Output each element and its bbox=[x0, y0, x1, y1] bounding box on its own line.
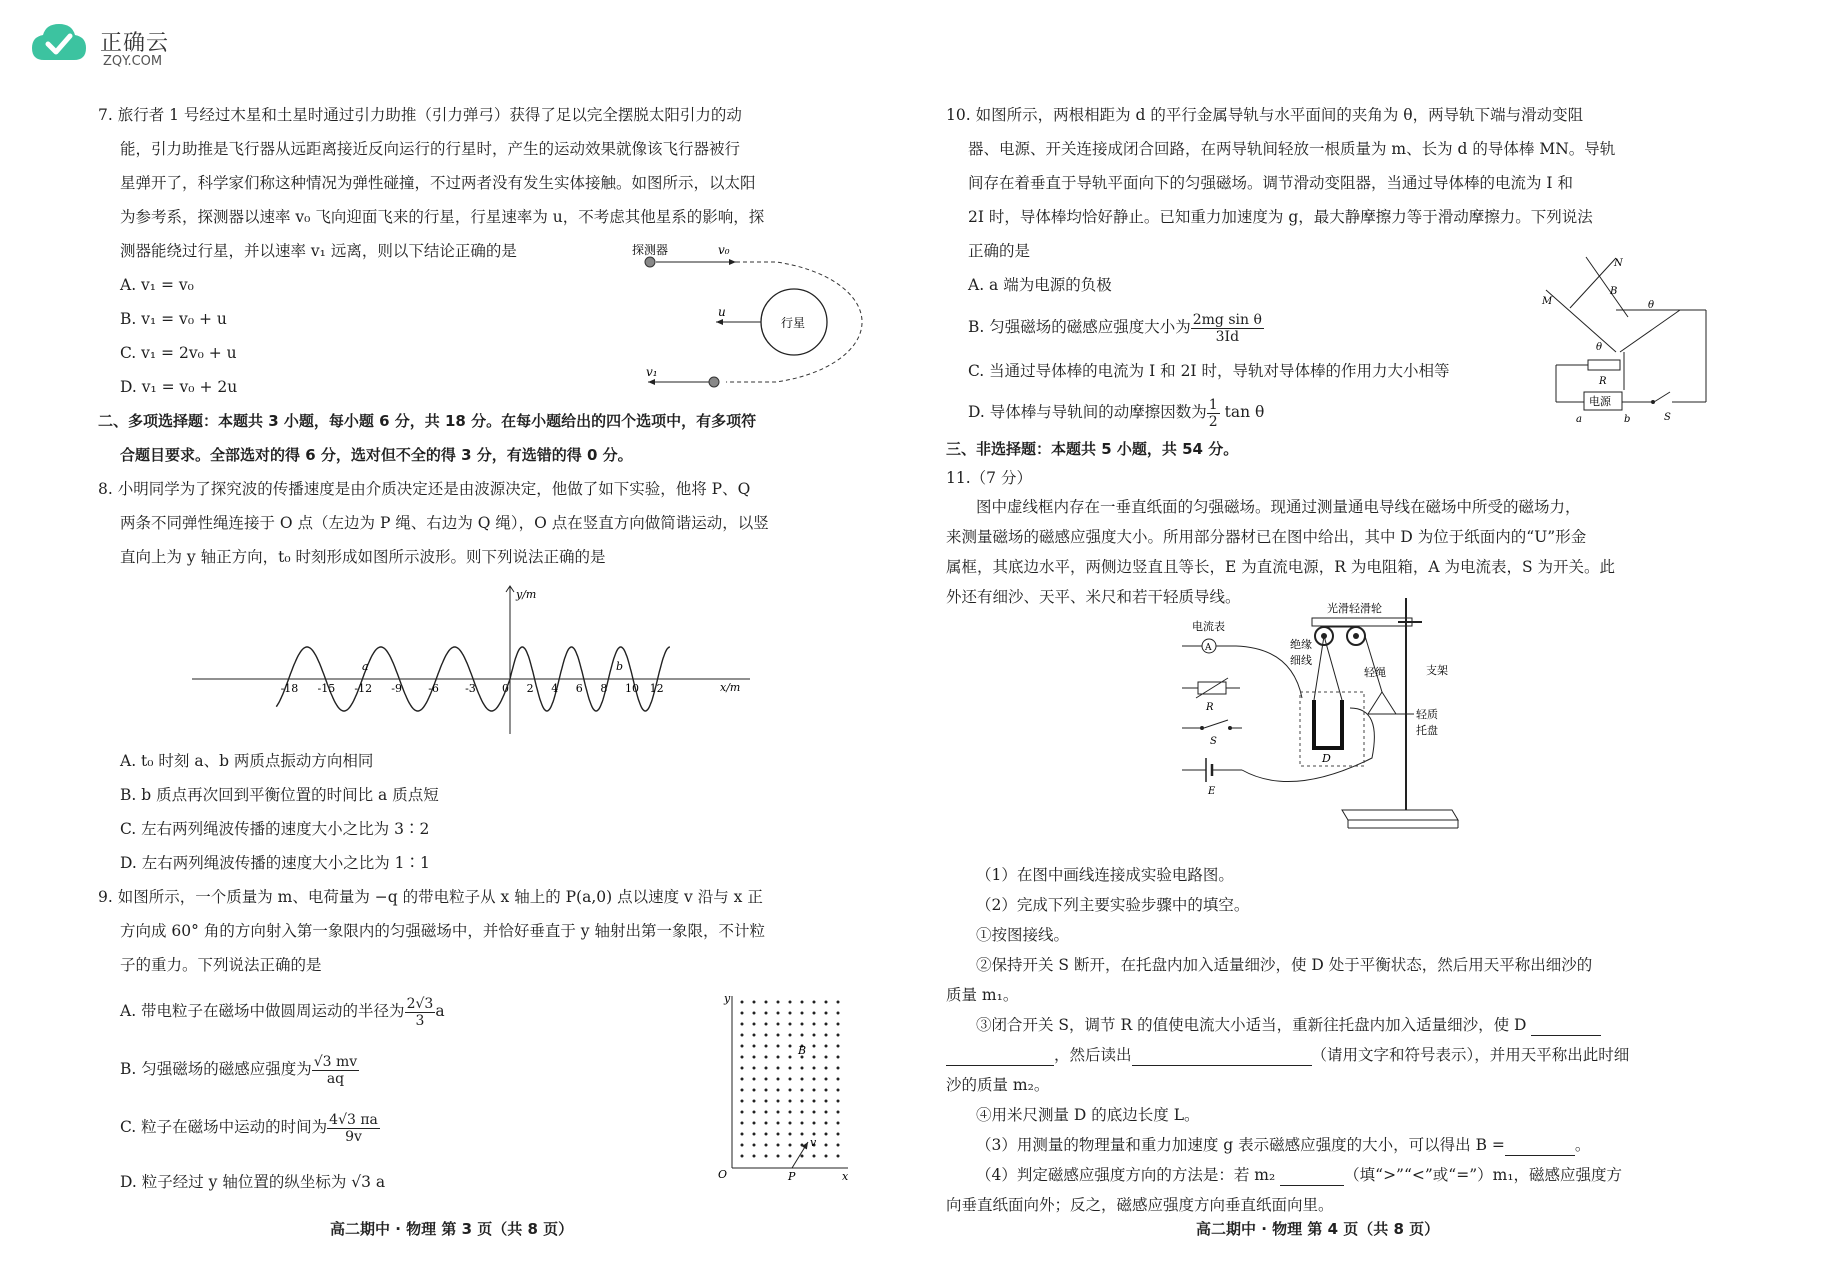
field-dot bbox=[801, 1111, 804, 1114]
field-dot bbox=[765, 1034, 768, 1037]
q8-line: 直向上为 y 轴正方向，t₀ 时刻形成如图所示波形。则下列说法正确的是 bbox=[120, 548, 606, 566]
field-dot bbox=[753, 1012, 756, 1015]
fraction-numerator: 1 bbox=[1208, 396, 1218, 413]
field-dot bbox=[765, 1078, 768, 1081]
q9-origin-label: O bbox=[718, 1168, 728, 1181]
x-tick-label: -18 bbox=[280, 682, 299, 695]
q7-option-a: A. v₁ = v₀ bbox=[120, 276, 194, 294]
q10-option-a: A. a 端为电源的负极 bbox=[968, 276, 1112, 294]
field-dot bbox=[801, 1144, 804, 1147]
field-dot bbox=[777, 1144, 780, 1147]
pulley-bar bbox=[1312, 618, 1412, 626]
field-dot bbox=[777, 1078, 780, 1081]
field-dot bbox=[837, 1111, 840, 1114]
field-dot bbox=[741, 1034, 744, 1037]
ammeter-a-label: A bbox=[1205, 643, 1212, 653]
field-dot bbox=[753, 1144, 756, 1147]
fraction-numerator: 2mg sin θ bbox=[1192, 311, 1262, 328]
field-dot bbox=[741, 1056, 744, 1059]
r-label: R bbox=[1206, 702, 1214, 713]
field-dot bbox=[813, 1001, 816, 1004]
field-dot bbox=[801, 1067, 804, 1070]
switch-s bbox=[1654, 392, 1670, 402]
field-dot bbox=[753, 1078, 756, 1081]
field-dot bbox=[753, 1023, 756, 1026]
pulley-axle bbox=[1353, 633, 1359, 639]
field-dot bbox=[765, 1144, 768, 1147]
answer-blank[interactable] bbox=[946, 1047, 1054, 1066]
field-dot bbox=[813, 1078, 816, 1081]
answer-blank[interactable] bbox=[1505, 1137, 1575, 1156]
field-dot bbox=[813, 1056, 816, 1059]
answer-blank[interactable] bbox=[1132, 1047, 1312, 1066]
field-dot bbox=[801, 1100, 804, 1103]
field-dot bbox=[741, 1144, 744, 1147]
field-dot bbox=[753, 1122, 756, 1125]
field-dot bbox=[765, 1100, 768, 1103]
field-dot bbox=[801, 1001, 804, 1004]
fraction-denominator: 9v bbox=[345, 1128, 362, 1145]
field-dot bbox=[801, 1012, 804, 1015]
field-dot bbox=[837, 1012, 840, 1015]
s-label: S bbox=[1664, 412, 1671, 423]
field-dot bbox=[801, 1155, 804, 1158]
q10-line: 2I 时，导体棒均恰好静止。已知重力加速度为 g，最大静摩擦力等于滑动摩擦力。下列说法 bbox=[968, 208, 1593, 226]
field-dot bbox=[753, 1133, 756, 1136]
field-dot bbox=[825, 1034, 828, 1037]
field-dot bbox=[837, 1023, 840, 1026]
q11-step-4: ④用米尺测量 D 的底边长度 L。 bbox=[976, 1106, 1200, 1124]
fraction-numerator: 4√3 πa bbox=[329, 1111, 378, 1128]
x-axis-label: x/m bbox=[720, 681, 741, 694]
q11-intro: 图中虚线框内存在一垂直纸面的匀强磁场。现通过测量通电导线在磁场中所受的磁场力， bbox=[976, 498, 1581, 516]
q11-intro: 属框，其底边水平，两侧边竖直且等长，E 为直流电源，R 为电阻箱，A 为电流表，S 为开关。此 bbox=[946, 558, 1616, 576]
section-2-heading-line2: 合题目要求。全部选对的得 6 分，选对但不全的得 3 分，有选错的得 0 分。 bbox=[120, 446, 633, 464]
field-dot bbox=[789, 1144, 792, 1147]
field-dot bbox=[825, 1122, 828, 1125]
q9-option-c-fraction bbox=[327, 1112, 380, 1145]
field-dot bbox=[813, 1012, 816, 1015]
field-dot bbox=[765, 1001, 768, 1004]
field-dot bbox=[777, 1133, 780, 1136]
insulated-label: 绝缘 bbox=[1290, 638, 1312, 651]
field-dot bbox=[825, 1067, 828, 1070]
q7-slingshot-diagram bbox=[626, 236, 866, 394]
field-dot bbox=[789, 1056, 792, 1059]
q8-line: 8. 小明同学为了探究波的传播速度是由介质决定还是由波源决定，他做了如下实验，他将 P、Q bbox=[98, 480, 751, 498]
field-dot bbox=[837, 1034, 840, 1037]
x-tick-label: -6 bbox=[428, 682, 439, 695]
answer-blank[interactable] bbox=[1531, 1017, 1601, 1036]
field-dot bbox=[825, 1100, 828, 1103]
rail-left bbox=[1546, 290, 1616, 352]
field-dot bbox=[753, 1089, 756, 1092]
field-dot bbox=[753, 1155, 756, 1158]
field-dot bbox=[765, 1111, 768, 1114]
field-dot bbox=[741, 1100, 744, 1103]
field-dot bbox=[789, 1045, 792, 1048]
q9-option-a-tail: a bbox=[435, 1002, 445, 1020]
field-dot bbox=[741, 1045, 744, 1048]
rail-right bbox=[1620, 310, 1680, 352]
point-b-label: b bbox=[616, 660, 624, 673]
q8-option-b: B. b 质点再次回到平衡位置的时间比 a 质点短 bbox=[120, 786, 439, 804]
x-tick-label: 12 bbox=[649, 682, 664, 695]
origin-label: 0 bbox=[502, 682, 509, 695]
logo-domain: ZQY.COM bbox=[103, 54, 163, 69]
q11-part-1: （1）在图中画线连接成实验电路图。 bbox=[976, 866, 1234, 884]
stand-base bbox=[1342, 810, 1458, 820]
d-label: D bbox=[1322, 752, 1331, 765]
field-dot bbox=[825, 1078, 828, 1081]
field-dot bbox=[837, 1001, 840, 1004]
field-dot bbox=[789, 1111, 792, 1114]
q9-magnetic-field-diagram bbox=[712, 990, 857, 1182]
tray bbox=[1368, 692, 1396, 714]
field-dot bbox=[741, 1067, 744, 1070]
fraction-denominator: 3 bbox=[415, 1012, 425, 1029]
q9-option-a-text: A. 带电粒子在磁场中做圆周运动的半径为 bbox=[120, 1002, 405, 1020]
q9-p-label: P bbox=[788, 1170, 796, 1182]
probe-start-dot bbox=[645, 257, 655, 267]
v0-label: v₀ bbox=[718, 243, 730, 257]
field-dot bbox=[813, 1067, 816, 1070]
tray-label-1: 轻质 bbox=[1416, 708, 1438, 721]
q11-step-3-end: 沙的质量 m₂。 bbox=[946, 1076, 1050, 1094]
q11-step-2: ②保持开关 S 断开，在托盘内加入适量细沙，使 D 处于平衡状态，然后用天平称出细沙的 bbox=[976, 956, 1593, 974]
field-dot bbox=[777, 1001, 780, 1004]
x-tick-label: 2 bbox=[526, 682, 534, 695]
e-label: E bbox=[1208, 786, 1216, 797]
x-tick-label: -3 bbox=[465, 682, 476, 695]
b-label: B bbox=[1610, 286, 1618, 297]
field-dot bbox=[801, 1023, 804, 1026]
q10-option-c: C. 当通过导体棒的电流为 I 和 2I 时，导轨对导体棒的作用力大小相等 bbox=[968, 362, 1450, 380]
q11-intro: 来测量磁场的磁感应强度大小。所用部分器材已在图中给出，其中 D 为位于纸面内的“U”形金 bbox=[946, 528, 1587, 546]
field-dot bbox=[789, 1122, 792, 1125]
q8-option-a: A. t₀ 时刻 a、b 两质点振动方向相同 bbox=[120, 752, 374, 770]
question-11 bbox=[946, 464, 1696, 1220]
x-tick-label: 4 bbox=[551, 682, 559, 695]
page-footer-right: 高二期中 · 物理 第 4 页（共 8 页） bbox=[1196, 1220, 1440, 1238]
q11-step-3 bbox=[946, 1010, 1696, 1040]
field-dot bbox=[801, 1089, 804, 1092]
q10-line: 器、电源、开关连接成闭合回路，在两导轨间轻放一根质量为 m、长为 d 的导体棒 MN。导轨 bbox=[968, 140, 1616, 158]
field-dot bbox=[825, 1023, 828, 1026]
field-dot bbox=[741, 1023, 744, 1026]
switch-contact bbox=[1228, 726, 1232, 730]
x-tick-label: -15 bbox=[317, 682, 336, 695]
field-dot bbox=[825, 1056, 828, 1059]
q9-option-a-fraction bbox=[405, 996, 436, 1029]
field-dot bbox=[777, 1045, 780, 1048]
fraction-denominator: aq bbox=[326, 1070, 345, 1087]
field-dot bbox=[801, 1122, 804, 1125]
field-dot bbox=[813, 1089, 816, 1092]
q7-line: 7. 旅行者 1 号经过木星和土星时通过引力助推（引力弹弓）获得了足以完全摆脱太阳引力的动 bbox=[98, 106, 742, 124]
logo-icon bbox=[30, 20, 88, 68]
probe-label: 探测器 bbox=[632, 243, 669, 257]
q11-part-4-text: （4）判定磁感应强度方向的方法是：若 m₂ bbox=[976, 1166, 1276, 1184]
q8-wave-graph bbox=[190, 584, 750, 739]
q9-option-c-text: C. 粒子在磁场中运动的时间为 bbox=[120, 1118, 328, 1136]
q11-step-3-tail: （请用文字和符号表示），并用天平称出此时细 bbox=[1311, 1046, 1630, 1064]
field-dot bbox=[765, 1122, 768, 1125]
q11-part-3-text: （3）用测量的物理量和重力加速度 g 表示磁感应强度的大小，可以得出 B = bbox=[976, 1136, 1505, 1154]
q10-option-d-tail: tan θ bbox=[1224, 403, 1265, 421]
m-label: M bbox=[1542, 296, 1553, 307]
field-dot bbox=[789, 1089, 792, 1092]
field-dot bbox=[777, 1023, 780, 1026]
q7-option-b: B. v₁ = v₀ + u bbox=[120, 310, 227, 328]
r-label: R bbox=[1599, 376, 1607, 387]
q7-line: 星弹开了，科学家们称这种情况为弹性碰撞，不过两者没有发生实体接触。如图所示，以太阳 bbox=[120, 174, 756, 192]
q9-x-label: x bbox=[842, 1170, 849, 1182]
field-dot bbox=[777, 1100, 780, 1103]
q11-head: 11.（7 分） bbox=[946, 469, 1032, 487]
field-dot bbox=[753, 1056, 756, 1059]
field-dot bbox=[825, 1111, 828, 1114]
switch-s bbox=[1204, 720, 1228, 728]
field-dot bbox=[789, 1023, 792, 1026]
field-dot bbox=[741, 1122, 744, 1125]
q10-line: 间存在着垂直于导轨平面向下的匀强磁场。调节滑动变阻器，当通过导体棒的电流为 I 和 bbox=[968, 174, 1573, 192]
q9-line: 子的重力。下列说法正确的是 bbox=[120, 956, 322, 974]
q7-line: 测器能绕过行星，并以速率 v₁ 远离，则以下结论正确的是 bbox=[120, 242, 517, 260]
q9-v-label: v bbox=[810, 1136, 817, 1149]
field-dot bbox=[789, 1133, 792, 1136]
field-dot bbox=[741, 1078, 744, 1081]
q9-b-label: B bbox=[798, 1044, 807, 1057]
field-dot bbox=[789, 1155, 792, 1158]
q10-rail-circuit-diagram bbox=[1536, 252, 1716, 432]
q7-line: 为参考系，探测器以速率 v₀ 飞向迎面飞来的行星，行星速率为 u，不考虑其他星系的影响，探 bbox=[120, 208, 765, 226]
x-tick-label: -9 bbox=[391, 682, 403, 695]
theta-bottom-label: θ bbox=[1596, 342, 1603, 353]
rope bbox=[1365, 636, 1382, 692]
field-dot bbox=[813, 1111, 816, 1114]
field-dot bbox=[801, 1078, 804, 1081]
q11-step-3-mid: ，然后读出 bbox=[1054, 1046, 1132, 1064]
rail-cross bbox=[1570, 258, 1616, 308]
answer-blank[interactable] bbox=[1280, 1167, 1344, 1186]
field-dot bbox=[765, 1133, 768, 1136]
field-dot bbox=[777, 1067, 780, 1070]
ammeter-label: 电流表 bbox=[1192, 620, 1225, 633]
switch-pivot bbox=[1200, 726, 1204, 730]
q8-option-c: C. 左右两列绳波传播的速度大小之比为 3∶2 bbox=[120, 820, 430, 838]
q9-line: 方向成 60° 角的方向射入第一象限内的匀强磁场中，并恰好垂直于 y 轴射出第一象限，不计粒 bbox=[120, 922, 765, 940]
field-dot bbox=[813, 1023, 816, 1026]
x-tick-label: 6 bbox=[575, 682, 583, 695]
q11-step-2-cont: 质量 m₁。 bbox=[946, 986, 1019, 1004]
q10-line: 正确的是 bbox=[968, 242, 1031, 260]
field-dot bbox=[837, 1133, 840, 1136]
source-label: 电源 bbox=[1589, 395, 1611, 408]
fraction-numerator: √3 mv bbox=[313, 1053, 358, 1070]
lead-wire bbox=[1242, 708, 1374, 782]
page-footer-left: 高二期中 · 物理 第 3 页（共 8 页） bbox=[330, 1220, 574, 1238]
field-dot bbox=[813, 1100, 816, 1103]
logo-text: 正确云 bbox=[100, 31, 170, 56]
field-dot bbox=[741, 1012, 744, 1015]
y-axis-label: y/m bbox=[516, 588, 537, 601]
field-dot bbox=[741, 1155, 744, 1158]
field-dot bbox=[789, 1078, 792, 1081]
q10-option-b-text: B. 匀强磁场的磁感应强度大小为 bbox=[968, 318, 1191, 336]
q8-line: 两条不同弹性绳连接于 O 点（左边为 P 绳、右边为 Q 绳），O 点在竖直方向做简谐运动，以竖 bbox=[120, 514, 769, 532]
b-terminal-label: b bbox=[1624, 414, 1631, 425]
magnetic-field-box bbox=[1300, 692, 1364, 766]
q10-option-d-fraction bbox=[1207, 397, 1220, 430]
field-dot bbox=[753, 1111, 756, 1114]
u-frame-d bbox=[1314, 700, 1342, 748]
q11-part-4-mid: （填“>”“<”或“=”）m₁，磁感应强度方 bbox=[1344, 1166, 1623, 1184]
point-a-label: a bbox=[362, 660, 369, 673]
field-dot bbox=[765, 1012, 768, 1015]
field-dot bbox=[777, 1056, 780, 1059]
q9-y-label: y bbox=[724, 992, 731, 1005]
q11-part-3-end: 。 bbox=[1574, 1136, 1591, 1154]
field-dot bbox=[753, 1067, 756, 1070]
q7-option-d: D. v₁ = v₀ + 2u bbox=[120, 378, 238, 396]
q11-part-3 bbox=[946, 1130, 1696, 1160]
q11-part-2: （2）完成下列主要实验步骤中的填空。 bbox=[976, 896, 1250, 914]
field-dot bbox=[741, 1111, 744, 1114]
field-dot bbox=[789, 1012, 792, 1015]
field-dot bbox=[777, 1111, 780, 1114]
q9-option-b-text: B. 匀强磁场的磁感应强度为 bbox=[120, 1060, 312, 1078]
field-dot bbox=[837, 1089, 840, 1092]
field-dot bbox=[837, 1100, 840, 1103]
switch-pivot bbox=[1651, 400, 1655, 404]
field-dot bbox=[825, 1045, 828, 1048]
q7-line: 能，引力助推是飞行器从远距离接近反向运行的行星时，产生的运动效果就像该飞行器被行 bbox=[120, 140, 741, 158]
field-dot bbox=[765, 1045, 768, 1048]
q10-option-d-text: D. 导体棒与导轨间的动摩擦因数为 bbox=[968, 403, 1207, 421]
field-dot bbox=[765, 1023, 768, 1026]
field-dot bbox=[765, 1056, 768, 1059]
q9-velocity-arrow bbox=[792, 1142, 808, 1168]
field-dot bbox=[789, 1034, 792, 1037]
section-3-heading: 三、非选择题：本题共 5 小题，共 54 分。 bbox=[946, 440, 1239, 458]
x-tick-label: -12 bbox=[354, 682, 373, 695]
field-dot bbox=[801, 1133, 804, 1136]
tick-labels bbox=[281, 682, 664, 695]
pulley-label: 光滑轻滑轮 bbox=[1327, 602, 1382, 615]
field-dot bbox=[801, 1034, 804, 1037]
s-label: S bbox=[1210, 736, 1217, 747]
field-dot bbox=[753, 1034, 756, 1037]
field-dot bbox=[825, 1089, 828, 1092]
field-dot bbox=[825, 1155, 828, 1158]
q11-apparatus-diagram bbox=[1182, 588, 1482, 838]
fraction-numerator: 2√3 bbox=[406, 995, 434, 1012]
v1-label: v₁ bbox=[646, 365, 658, 379]
field-dot bbox=[765, 1067, 768, 1070]
rheostat-arrow bbox=[1196, 678, 1228, 698]
probe-end-dot bbox=[709, 377, 719, 387]
field-dot bbox=[813, 1155, 816, 1158]
field-dot bbox=[813, 1045, 816, 1048]
field-dot bbox=[777, 1155, 780, 1158]
section-2-heading-line1: 二、多项选择题：本题共 3 小题，每小题 6 分，共 18 分。在每小题给出的四个选项中，有多项符 bbox=[98, 412, 757, 430]
field-dot bbox=[837, 1144, 840, 1147]
field-dot bbox=[813, 1122, 816, 1125]
field-dot bbox=[789, 1100, 792, 1103]
field-dot bbox=[837, 1045, 840, 1048]
field-dot bbox=[753, 1100, 756, 1103]
tray-label-2: 托盘 bbox=[1416, 724, 1438, 737]
field-dot bbox=[777, 1089, 780, 1092]
q11-part-4-cont: 向垂直纸面向外；反之，磁感应强度方向垂直纸面向里。 bbox=[946, 1196, 1334, 1214]
field-dot bbox=[837, 1078, 840, 1081]
q9-option-b-fraction bbox=[312, 1054, 359, 1087]
a-terminal-label: a bbox=[1576, 414, 1582, 425]
planet-label: 行星 bbox=[781, 316, 806, 330]
q11-part-4 bbox=[946, 1160, 1696, 1190]
x-tick-label: 10 bbox=[625, 682, 639, 695]
field-dot bbox=[825, 1144, 828, 1147]
field-dot bbox=[825, 1133, 828, 1136]
q10-line: 10. 如图所示，两根相距为 d 的平行金属导轨与水平面间的夹角为 θ，两导轨下端与滑动变阻 bbox=[946, 106, 1584, 124]
field-dot bbox=[813, 1034, 816, 1037]
theta-top-label: θ bbox=[1648, 300, 1655, 311]
field-dot bbox=[765, 1155, 768, 1158]
q11-step-3-cont bbox=[946, 1040, 1696, 1070]
field-dot bbox=[825, 1012, 828, 1015]
stand-label: 支架 bbox=[1426, 664, 1448, 677]
field-dot bbox=[777, 1012, 780, 1015]
field-dot bbox=[837, 1155, 840, 1158]
fraction-denominator: 3Id bbox=[1215, 328, 1240, 345]
q7-option-c: C. v₁ = 2v₀ + u bbox=[120, 344, 237, 362]
q10-option-b-fraction bbox=[1191, 312, 1264, 345]
field-dot bbox=[753, 1001, 756, 1004]
q8-option-d: D. 左右两列绳波传播的速度大小之比为 1∶1 bbox=[120, 854, 430, 872]
field-dot bbox=[753, 1045, 756, 1048]
q11-intro: 外还有细沙、天平、米尺和若干轻质导线。 bbox=[946, 588, 1241, 606]
resistor-r bbox=[1588, 360, 1620, 370]
x-tick-label: 8 bbox=[600, 682, 608, 695]
magnetic-field-dots bbox=[741, 1001, 840, 1158]
q11-step-3-text: ③闭合开关 S，调节 R 的值使电流大小适当，重新往托盘内加入适量细沙，使 D bbox=[976, 1016, 1527, 1034]
field-dot bbox=[777, 1034, 780, 1037]
field-dot bbox=[789, 1001, 792, 1004]
field-dot bbox=[741, 1001, 744, 1004]
n-label: N bbox=[1614, 258, 1623, 269]
field-dot bbox=[837, 1056, 840, 1059]
fraction-denominator: 2 bbox=[1208, 413, 1218, 430]
q11-step-1: ①按图接线。 bbox=[976, 926, 1070, 944]
field-dot bbox=[789, 1067, 792, 1070]
thread-label: 细线 bbox=[1290, 654, 1312, 667]
field-dot bbox=[741, 1133, 744, 1136]
rope-label: 轻绳 bbox=[1364, 666, 1386, 679]
u-label: u bbox=[718, 305, 726, 319]
field-dot bbox=[777, 1122, 780, 1125]
q9-option-d: D. 粒子经过 y 轴位置的纵坐标为 √3 a bbox=[120, 1173, 386, 1191]
field-dot bbox=[825, 1001, 828, 1004]
field-dot bbox=[741, 1089, 744, 1092]
field-dot bbox=[837, 1067, 840, 1070]
field-dot bbox=[837, 1122, 840, 1125]
field-dot bbox=[765, 1089, 768, 1092]
pulley-axle bbox=[1321, 633, 1327, 639]
q9-line: 9. 如图所示，一个质量为 m、电荷量为 −q 的带电粒子从 x 轴上的 P(a,0) 点以速度 v 沿与 x 正 bbox=[98, 888, 763, 906]
